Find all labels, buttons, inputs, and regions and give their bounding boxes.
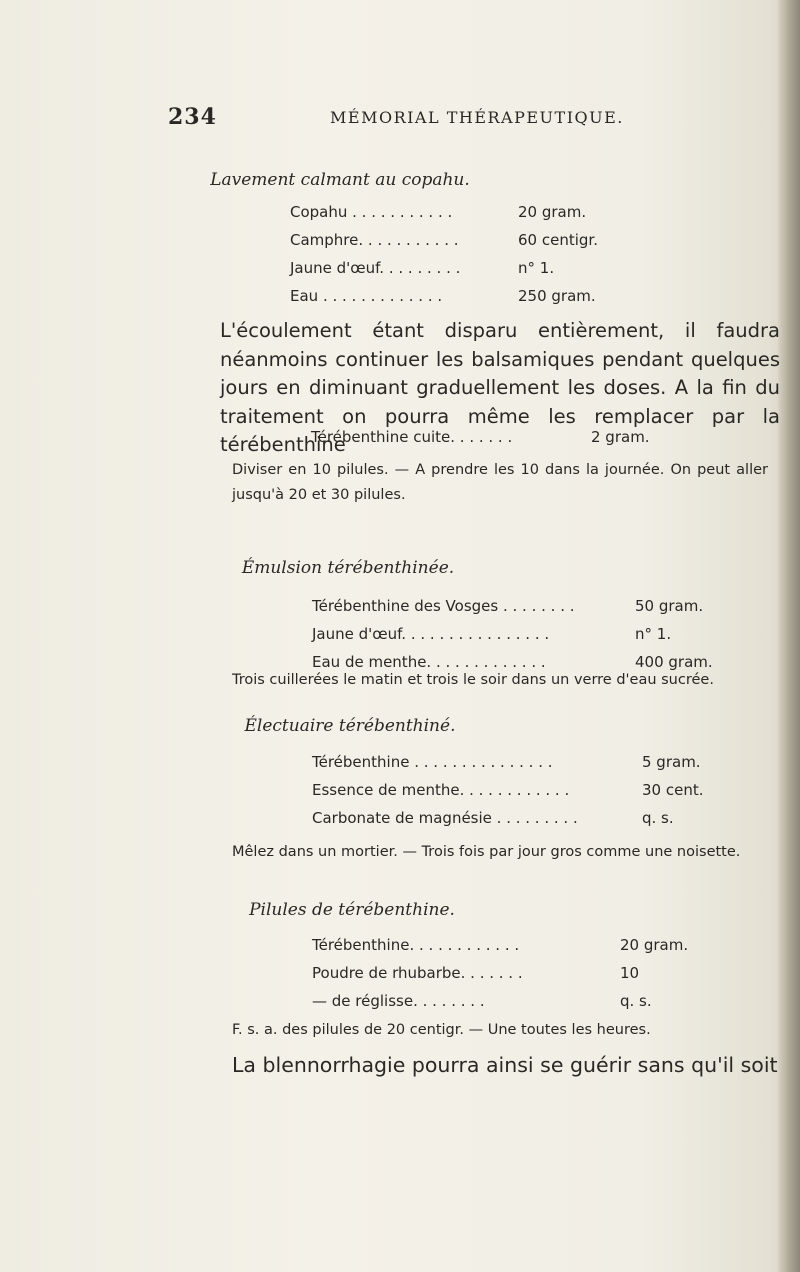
ingredient-name: Térébenthine cuite. . . . . . .: [311, 428, 513, 446]
ingredient-quantity: 10: [620, 964, 640, 982]
ingredient-quantity: 250 gram.: [518, 287, 596, 305]
ingredient-quantity: 20 gram.: [518, 203, 587, 221]
ingredient-name: Térébenthine . . . . . . . . . . . . . . .: [312, 753, 553, 771]
recipe-electuaire: [312, 753, 732, 837]
recipe-row: [311, 428, 691, 456]
ingredient-name: Térébenthine des Vosges . . . . . . . .: [312, 597, 575, 615]
ingredient-name: Carbonate de magnésie . . . . . . . . .: [312, 809, 578, 827]
recipe-row: [312, 936, 732, 964]
ingredient-name: Eau . . . . . . . . . . . . .: [290, 287, 443, 305]
ingredient-name: Camphre. . . . . . . . . . .: [290, 231, 459, 249]
formula-title-lavement: Lavement calmant au copahu.: [210, 170, 470, 190]
running-head: [150, 104, 710, 134]
instructions-terebenthine-cuite: Diviser en 10 pilules. — A prendre les 10 dans la journée. On peut aller jusqu'à 20 et 30 pilules.: [232, 462, 768, 503]
instructions-pilules: F. s. a. des pilules de 20 centigr. — Une toutes les heures.: [232, 1022, 651, 1038]
ingredient-quantity: 400 gram.: [635, 653, 713, 671]
recipe-terebenthine-cuite: [311, 428, 691, 456]
ingredient-quantity: q. s.: [642, 809, 674, 827]
instructions-electuaire: Mêlez dans un mortier. — Trois fois par jour gros comme une noisette.: [232, 844, 741, 860]
recipe-row: [312, 597, 732, 625]
recipe-row: [312, 964, 732, 992]
ingredient-quantity: n° 1.: [635, 625, 672, 643]
ingredient-quantity: q. s.: [620, 992, 652, 1010]
ingredient-name: Poudre de rhubarbe. . . . . . .: [312, 964, 523, 982]
recipe-row: [290, 231, 630, 259]
formula-title-pilules: Pilules de térébenthine.: [249, 900, 455, 920]
recipe-lavement: [290, 203, 630, 315]
ingredient-quantity: 60 centigr.: [518, 231, 598, 249]
recipe-row: [312, 809, 732, 837]
recipe-row: [312, 753, 732, 781]
header-title: MÉMORIAL THÉRAPEUTIQUE.: [330, 108, 624, 127]
closing-line: La blennorrhagie pourra ainsi se guérir sans qu'il soit: [232, 1053, 778, 1077]
recipe-row: [290, 259, 630, 287]
recipe-row: [290, 203, 630, 231]
ingredient-quantity: 30 cent.: [642, 781, 704, 799]
ingredient-quantity: 2 gram.: [591, 428, 650, 446]
ingredient-quantity: 20 gram.: [620, 936, 689, 954]
ingredient-name: Copahu . . . . . . . . . . .: [290, 203, 453, 221]
ingredient-name: Eau de menthe. . . . . . . . . . . . .: [312, 653, 546, 671]
page-number: 234: [168, 104, 217, 130]
ingredient-quantity: n° 1.: [518, 259, 555, 277]
recipe-pilules: [312, 936, 732, 1020]
recipe-row: [290, 287, 630, 315]
ingredient-name: Essence de menthe. . . . . . . . . . . .: [312, 781, 570, 799]
main-paragraph: L'écoulement étant disparu entièrement, il faudra néanmoins continuer les balsamiques pendant quelques jours en diminuant graduellement les doses. A la fin du traitement on pourra même les remplacer par la térébenthine: [220, 319, 780, 456]
recipe-row: [312, 781, 732, 809]
instructions-emulsion: Trois cuillerées le matin et trois le soir dans un verre d'eau sucrée.: [232, 672, 714, 688]
recipe-row: [312, 992, 732, 1020]
formula-title-emulsion: Émulsion térébenthinée.: [241, 558, 455, 578]
ingredient-name: Jaune d'œuf. . . . . . . . . . . . . . . .: [312, 625, 550, 643]
formula-title-electuaire: Électuaire térébenthiné.: [244, 716, 456, 736]
ingredient-name: Térébenthine. . . . . . . . . . . .: [312, 936, 520, 954]
ingredient-quantity: 50 gram.: [635, 597, 704, 615]
ingredient-name: — de réglisse. . . . . . . .: [312, 992, 485, 1010]
ingredient-quantity: 5 gram.: [642, 753, 701, 771]
recipe-row: [312, 625, 732, 653]
book-spine-edge: [778, 0, 800, 1272]
ingredient-name: Jaune d'œuf. . . . . . . . .: [290, 259, 461, 277]
